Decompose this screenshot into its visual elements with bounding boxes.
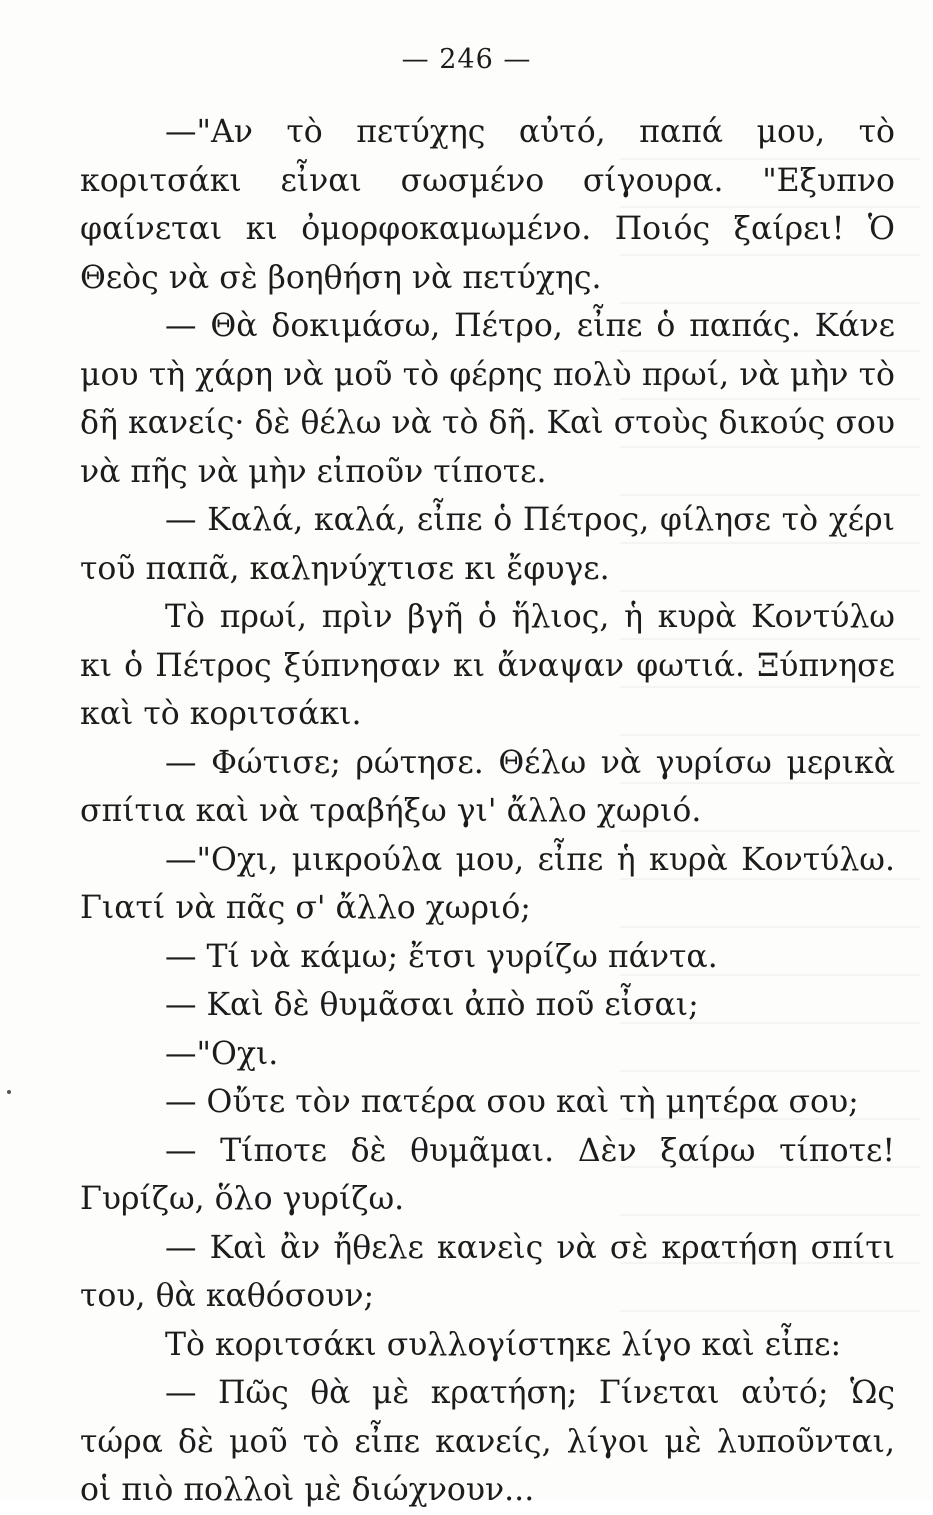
paragraph: — Καλά, καλά, εἶπε ὁ Πέτρος, φίλησε τὸ χέρι τοῦ παπᾶ, καληνύχτισε κι ἔφυγε.: [80, 502, 895, 587]
paragraph: — Τίποτε δὲ θυμᾶμαι. Δὲν ξαίρω τίποτε! Γυρίζω, ὅλο γυρίζω.: [80, 1132, 895, 1217]
paragraph: — Οὔτε τὸν πατέρα σου καὶ τὴ μητέρα σου;: [165, 1084, 859, 1120]
paragraph: —"Αν τὸ πετύχης αὐτό, παπά μου, τὸ κοριτσάκι εἶναι σωσμένο σίγουρα. "Εξυπνο φαίνεται κι ὀμορφοκαμωμένο. Ποιός ξαίρει! Ὁ Θεὸς νὰ σὲ βοηθήση νὰ πετύχης.: [80, 114, 895, 296]
paragraph: — Τί νὰ κάμω; ἔτσι γυρίζω πάντα.: [165, 938, 718, 975]
paragraph: — Θὰ δοκιμάσω, Πέτρο, εἶπε ὁ παπάς. Κάνε μου τὴ χάρη νὰ μοῦ τὸ φέρης πολὺ πρωί, νὰ μὴν τὸ δῆ κανείς· δὲ θέλω νὰ τὸ δῆ. Καὶ στοὺς δικούς σου νὰ πῆς νὰ μὴν εἰποῦν τίποτε.: [80, 308, 895, 490]
page-number: — 246 —: [401, 44, 532, 75]
paragraph: — Πῶς θὰ μὲ κρατήση; Γίνεται αὐτό; Ὡς τώρα δὲ μοῦ τὸ εἶπε κανείς, λίγοι μὲ λυποῦνται, οἱ πιὸ πολλοὶ μὲ διώχνουν...: [80, 1375, 895, 1508]
paragraph: Τὸ πρωί, πρὶν βγῆ ὁ ἥλιος, ἡ κυρὰ Κοντύλω κι ὁ Πέτρος ξύπνησαν κι ἄναψαν φωτιά. Ξύπνησε καὶ τὸ κοριτσάκι.: [80, 599, 895, 732]
body-text: [80, 108, 895, 1515]
paragraph: — Καὶ δὲ θυμᾶσαι ἀπὸ ποῦ εἶσαι;: [165, 987, 699, 1023]
margin-speck: [7, 1090, 11, 1094]
paragraph: — Φώτισε; ρώτησε. Θέλω νὰ γυρίσω μερικὰ σπίτια καὶ νὰ τραβήξω γι' ἄλλο χωριό.: [80, 744, 895, 829]
paragraph: —"Οχι.: [165, 1035, 279, 1072]
paragraph: — Καὶ ἂν ἤθελε κανεὶς νὰ σὲ κρατήση σπίτι του, θὰ καθόσουν;: [80, 1229, 895, 1314]
paragraph: Τὸ κοριτσάκι συλλογίστηκε λίγο καὶ εἶπε:: [165, 1326, 842, 1363]
paragraph: —"Οχι, μικρούλα μου, εἶπε ἡ κυρὰ Κοντύλω. Γιατί νὰ πᾶς σ' ἄλλο χωριό;: [80, 841, 895, 926]
